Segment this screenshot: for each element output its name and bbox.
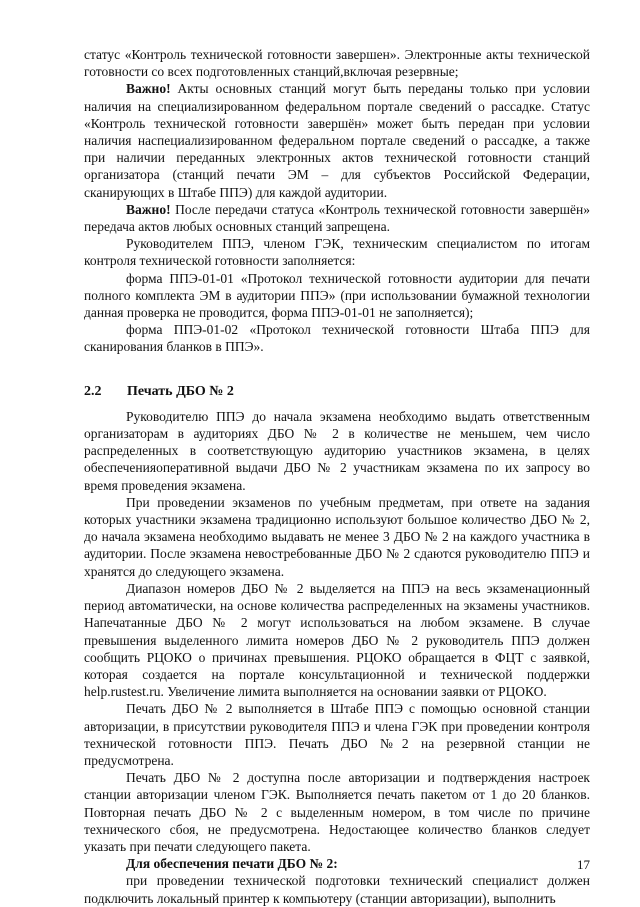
paragraph-form-item: форма ППЭ-01-02 «Протокол технической готовности Штаба ППЭ для сканирования бланков в ППЭ». [84, 322, 590, 355]
paragraph: Диапазон номеров ДБО № 2 выделяется на ППЭ на весь экзаменационный период автоматически, на основе количества распределенных на экзамены участников. Напечатанные ДБО № 2 могут использоваться на любом экзамене. В случае превышения выделенного лимита номеров ДБО № 2 руководитель ППЭ должен сообщить РЦОКО о причинах превышения. РЦОКО обращается в ФЦТ с заявкой, которая создается на портале консультационной и технической поддержки help.rustest.ru. Увеличение лимита выполняется на основании заявки от РЦОКО. [84, 580, 590, 700]
paragraph: Руководителем ППЭ, членом ГЭК, техническим специалистом по итогам контроля технической готовности заполняется: [84, 236, 590, 269]
paragraph-important: Важно! Акты основных станций могут быть переданы только при условии наличия на специализированном федеральном портале сведений о рассадке. Статус «Контроль технической готовности завершён» может быть передан при условии наличия наспециализированном федеральном портале сведений о рассадке, а также при наличии переданных электронных актов технической готовности станций организатора (станций печати ЭМ – для субъектов Российской Федерации, сканирующих в Штабе ППЭ) для каждой аудитории. [84, 81, 590, 200]
text-column [84, 46, 590, 907]
paragraph: При проведении экзаменов по учебным предметам, при ответе на задания которых участники экзамена традиционно используют большое количество ДБО № 2, до начала экзамена необходимо выдавать не менее 3 ДБО № 2 на каждого участника в аудитории. После экзамена невостребованные ДБО № 2 сдаются руководителю ППЭ и хранятся до следующего экзамена. [84, 494, 590, 579]
section-title: Печать ДБО № 2 [127, 383, 234, 399]
paragraph-form-item: форма ППЭ-01-01 «Протокол технической готовности аудитории для печати полного комплекта ЭМ в аудитории ППЭ» (при использовании бумажной технологии данная проверка не проводится, форма ППЭ-01-01 не заполняется); [84, 270, 590, 321]
paragraph-subheading: Для обеспечения печати ДБО № 2: [126, 856, 338, 872]
paragraph: Печать ДБО № 2 доступна после авторизации и подтверждения настроек станции авторизации членом ГЭК. Выполняется печать пакетом от 1 до 20 бланков. Повторная печать ДБО № 2 с выделенным номером, в том числе по причине технического сбоя, не предусмотрена. Недостающее количество бланков следует указать при печати следующего пакета. [84, 770, 590, 854]
important-label: Важно! [126, 81, 171, 97]
important-label: Важно! [126, 201, 171, 217]
paragraph-important: Важно! После передачи статуса «Контроль технической готовности завершён» передача актов любых основных станций запрещена. [84, 201, 590, 235]
section-number: 2.2 [84, 383, 102, 399]
paragraph: Печать ДБО № 2 выполняется в Штабе ППЭ с помощью основной станции авторизации, в присутствии руководителя ППЭ и члена ГЭК при проведении контроля технической готовности ППЭ. Печать ДБО №2 на резервной станции не предусмотрена. [84, 701, 590, 768]
paragraph: Руководителю ППЭ до начала экзамена необходимо выдать ответственным организаторам в аудиториях ДБО № 2 в количестве не меньшем, чем число распределенных в соответствующую аудиторию участников экзамена, в целях обеспеченияоперативной выдачи ДБО № 2 участникам экзамена по их запросу во время проведения экзамена. [84, 408, 590, 493]
page-number: 17 [577, 857, 590, 872]
section-heading [84, 383, 590, 400]
paragraph: при проведении технической подготовки технический специалист должен подключить локальный принтер к компьютеру (станции авторизации), выполнить [84, 873, 590, 906]
paragraph: статус «Контроль технической готовности завершен». Электронные акты технической готовности со всех подготовленных станций,включая резервные; [84, 47, 590, 80]
